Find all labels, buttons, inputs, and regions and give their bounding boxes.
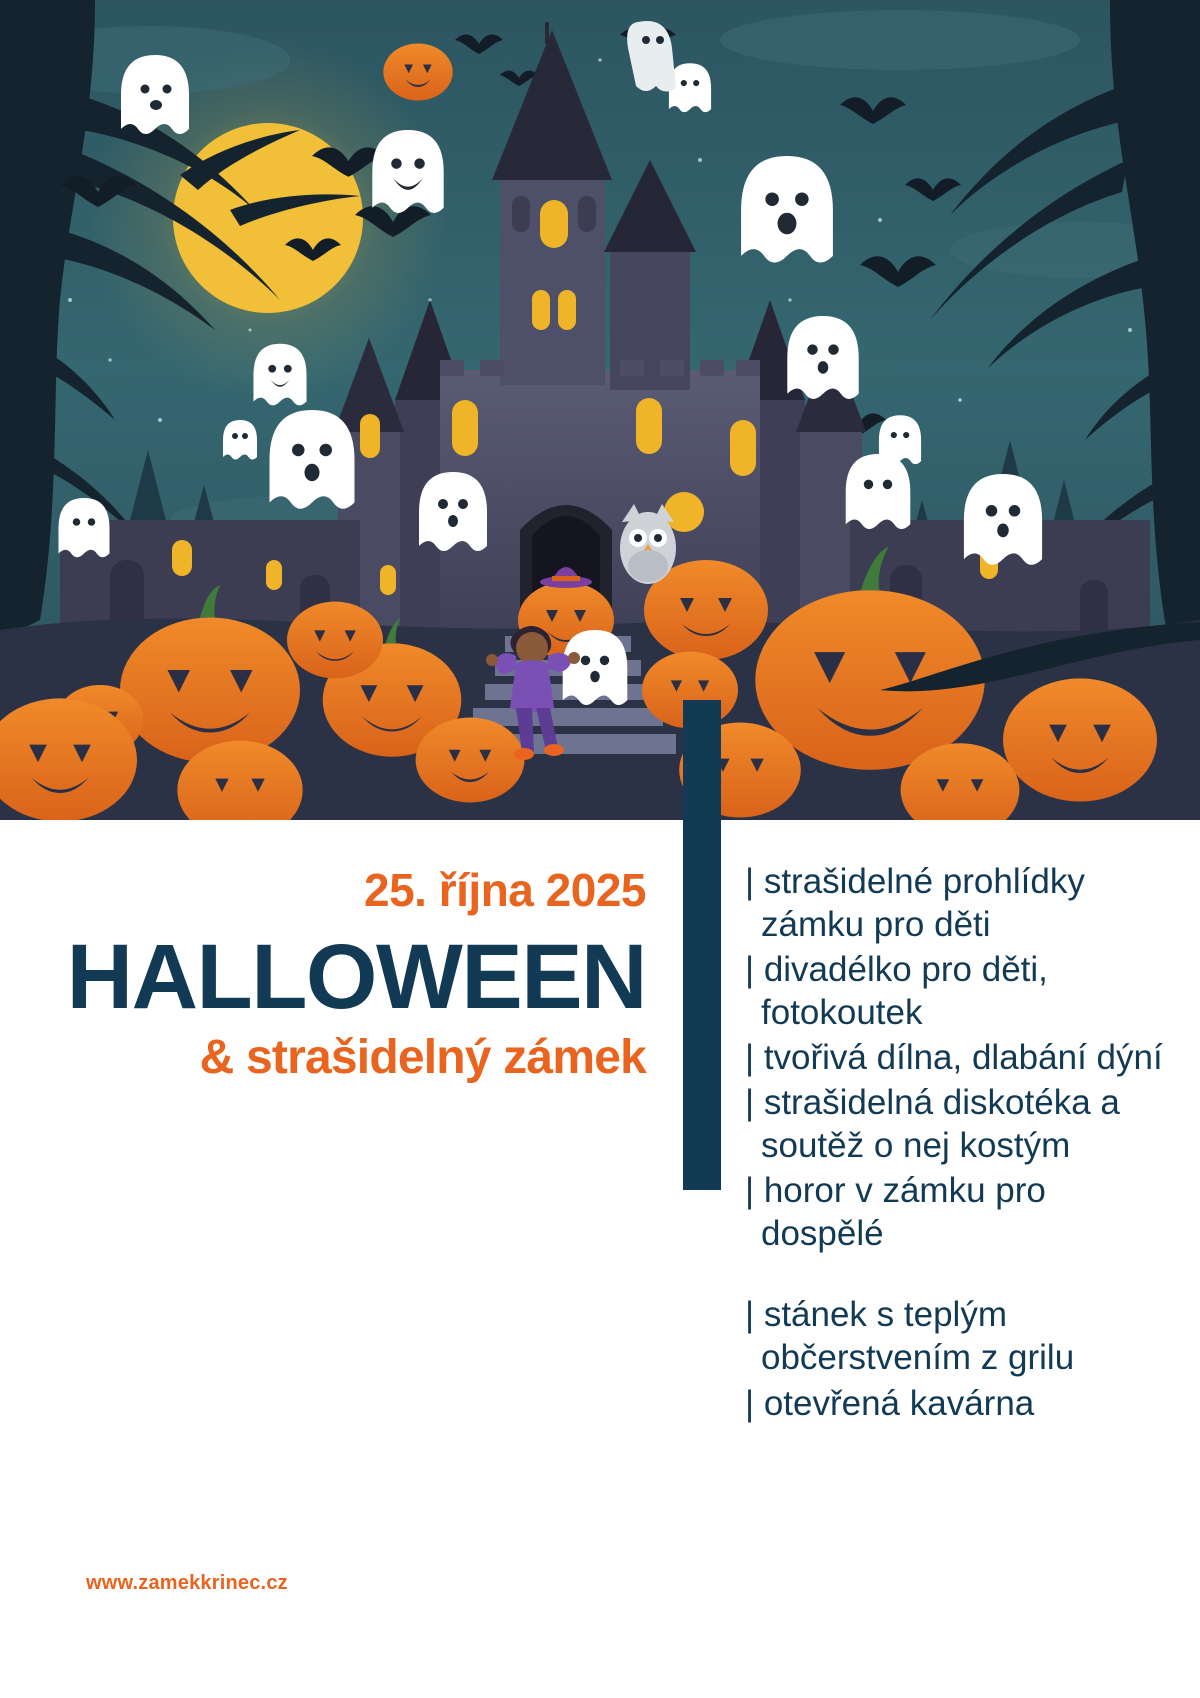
website-url[interactable]: www.zamekkrinec.cz bbox=[86, 1572, 288, 1594]
program-group-refreshments bbox=[745, 1293, 1175, 1424]
castle-scene-svg bbox=[0, 0, 1200, 820]
list-item: | tvořivá dílna, dlabání dýní bbox=[745, 1038, 1163, 1078]
list-item: | horor v zámku pro dospělé bbox=[745, 1171, 1046, 1254]
program-list bbox=[745, 860, 1175, 1427]
program-group-activities bbox=[745, 860, 1175, 1255]
list-item: | otevřená kavárna bbox=[745, 1383, 1035, 1423]
halloween-illustration bbox=[0, 0, 1200, 820]
list-item: | divadélko pro děti, fotokoutek bbox=[745, 950, 1048, 1033]
owl bbox=[620, 504, 676, 584]
event-date: 25. října 2025 bbox=[364, 864, 646, 916]
event-subtitle: & strašidelný zámek bbox=[199, 1030, 646, 1084]
list-item: | stánek s teplým občerstvením z grilu bbox=[745, 1295, 1075, 1378]
vertical-divider bbox=[683, 700, 721, 1190]
list-item: | strašidelné prohlídky zámku pro děti bbox=[745, 862, 1085, 945]
poster-headline-block bbox=[0, 865, 660, 1085]
list-item: | strašidelná diskotéka a soutěž o nej kostým bbox=[745, 1083, 1120, 1166]
page-title: HALLOWEEN bbox=[66, 925, 646, 1028]
flying-pumpkin bbox=[383, 43, 452, 100]
